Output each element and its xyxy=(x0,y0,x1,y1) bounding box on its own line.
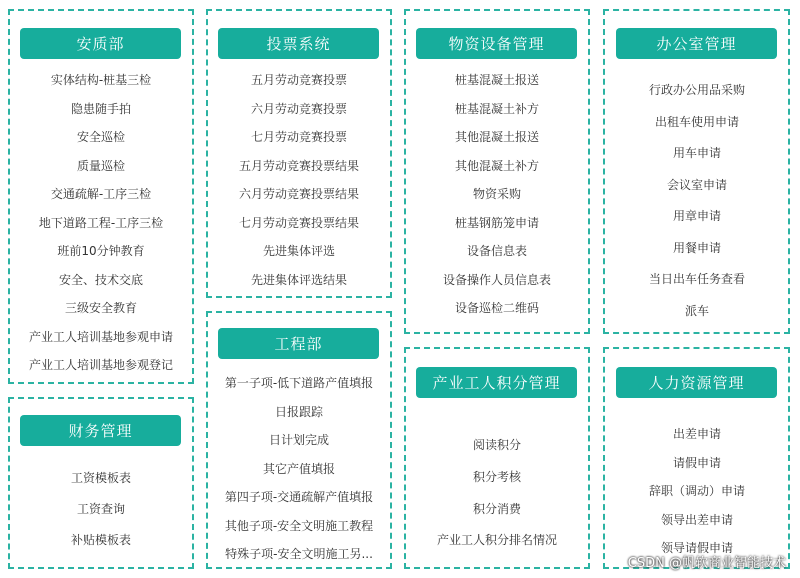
header-renli[interactable]: 人力资源管理 xyxy=(616,367,777,398)
list-item[interactable]: 桩基混凝土补方 xyxy=(454,102,540,116)
list-item[interactable]: 五月劳动竞赛投票结果 xyxy=(238,159,360,173)
list-item[interactable]: 工资模板表 xyxy=(70,471,132,485)
list-item[interactable]: 交通疏解-工序三检 xyxy=(50,187,152,201)
list-item[interactable]: 班前10分钟教育 xyxy=(57,244,145,258)
list-item[interactable]: 产业工人培训基地参观申请 xyxy=(28,330,174,344)
list-item[interactable]: 出差申请 xyxy=(672,427,722,441)
watermark-text: CSDN @帆软商业智能技术 xyxy=(627,556,786,571)
list-item[interactable]: 桩基混凝土报送 xyxy=(454,73,540,87)
list-item[interactable]: 三级安全教育 xyxy=(64,301,138,315)
list-item[interactable]: 其他混凝土补方 xyxy=(454,159,540,173)
header-jifen[interactable]: 产业工人积分管理 xyxy=(416,367,577,398)
list-item[interactable]: 其他子项-安全文明施工教程 xyxy=(224,519,374,533)
list-item[interactable]: 用章申请 xyxy=(672,209,722,223)
list-item[interactable]: 日报跟踪 xyxy=(274,405,324,419)
list-item[interactable]: 会议室申请 xyxy=(666,178,728,192)
list-item[interactable]: 其他混凝土报送 xyxy=(454,130,540,144)
list-item[interactable]: 桩基钢筋笼申请 xyxy=(454,216,540,230)
list-item[interactable]: 安全巡检 xyxy=(76,130,126,144)
list-item[interactable]: 其它产值填报 xyxy=(262,462,336,476)
list-item[interactable]: 质量巡检 xyxy=(76,159,126,173)
list-item[interactable]: 行政办公用品采购 xyxy=(648,83,746,97)
list-item[interactable]: 第四子项-交通疏解产值填报 xyxy=(224,490,374,504)
list-item[interactable]: 先进集体评选 xyxy=(262,244,336,258)
list-item[interactable]: 安全、技术交底 xyxy=(58,273,144,287)
list-item[interactable]: 产业工人积分排名情况 xyxy=(436,533,558,547)
header-gongcheng[interactable]: 工程部 xyxy=(218,328,379,359)
list-item[interactable]: 七月劳动竞赛投票结果 xyxy=(238,216,360,230)
list-item[interactable]: 当日出车任务查看 xyxy=(648,272,746,286)
list-item[interactable]: 领导出差申请 xyxy=(660,513,734,527)
list-item[interactable]: 五月劳动竞赛投票 xyxy=(250,73,348,87)
list-item[interactable]: 请假申请 xyxy=(672,456,722,470)
list-item[interactable]: 用车申请 xyxy=(672,146,722,160)
header-bangong[interactable]: 办公室管理 xyxy=(616,28,777,59)
list-item[interactable]: 积分消费 xyxy=(472,502,522,516)
list-item[interactable]: 产业工人培训基地参观登记 xyxy=(28,358,174,372)
list-item[interactable]: 六月劳动竞赛投票 xyxy=(250,102,348,116)
list-item[interactable]: 第一子项-低下道路产值填报 xyxy=(224,376,374,390)
list-item[interactable]: 隐患随手拍 xyxy=(70,102,132,116)
list-item[interactable]: 七月劳动竞赛投票 xyxy=(250,130,348,144)
list-item[interactable]: 派车 xyxy=(684,304,710,318)
list-item[interactable]: 六月劳动竞赛投票结果 xyxy=(238,187,360,201)
list-item[interactable]: 辞职（调动）申请 xyxy=(648,484,746,498)
list-item[interactable]: 物资采购 xyxy=(472,187,522,201)
list-item[interactable]: 设备巡检二维码 xyxy=(454,301,540,315)
list-item[interactable]: 积分考核 xyxy=(472,470,522,484)
list-item[interactable]: 补贴模板表 xyxy=(70,533,132,547)
list-item[interactable]: 工资查询 xyxy=(76,502,126,516)
list-item[interactable]: 日计划完成 xyxy=(268,433,330,447)
header-anzhi[interactable]: 安质部 xyxy=(20,28,181,59)
header-toupiao[interactable]: 投票系统 xyxy=(218,28,379,59)
list-item[interactable]: 先进集体评选结果 xyxy=(250,273,348,287)
header-caiwu[interactable]: 财务管理 xyxy=(20,415,181,446)
list-item[interactable]: 阅读积分 xyxy=(472,438,522,452)
list-item[interactable]: 出租车使用申请 xyxy=(654,115,740,129)
list-item[interactable]: 领导请假申请 xyxy=(660,541,734,555)
list-item[interactable]: 实体结构-桩基三检 xyxy=(50,73,152,87)
list-item[interactable]: 设备操作人员信息表 xyxy=(442,273,552,287)
list-item[interactable]: 用餐申请 xyxy=(672,241,722,255)
list-item[interactable]: 地下道路工程-工序三检 xyxy=(38,216,164,230)
list-item[interactable]: 设备信息表 xyxy=(466,244,528,258)
list-item[interactable]: 特殊子项-安全文明施工另... xyxy=(225,547,373,561)
header-wuzi[interactable]: 物资设备管理 xyxy=(416,28,577,59)
